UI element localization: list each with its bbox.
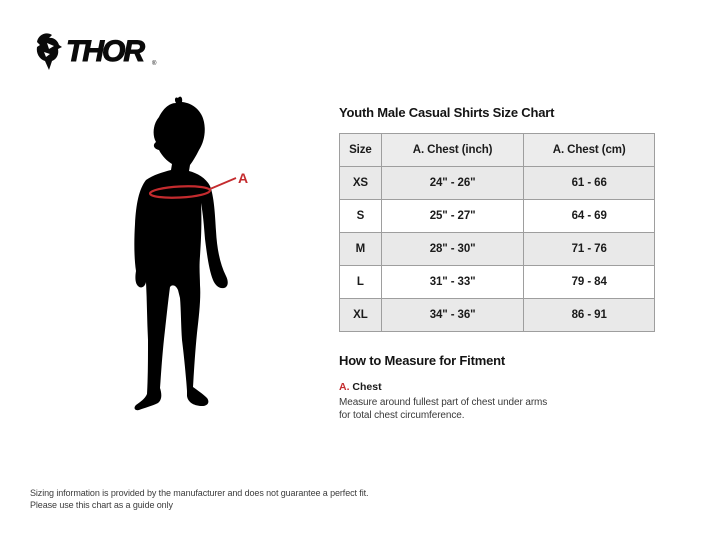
size-cell: XL — [340, 299, 382, 332]
chest-inch-cell: 31" - 33" — [381, 266, 524, 299]
table-header-row — [340, 134, 655, 167]
thor-logo-svg — [33, 30, 163, 74]
table-row-s — [340, 200, 655, 233]
measure-guide-key — [339, 381, 655, 393]
column-header-size: Size — [340, 134, 382, 167]
size-chart-section — [339, 105, 655, 422]
column-header-chest-cm: A. Chest (cm) — [524, 134, 655, 167]
chest-cm-cell: 86 - 91 — [524, 299, 655, 332]
child-silhouette — [134, 97, 227, 411]
table-row-xs — [340, 167, 655, 200]
measure-label-a: A — [238, 170, 249, 186]
measure-key-label: Chest — [352, 381, 382, 393]
disclaimer-line-2: Please use this chart as a guide only — [30, 500, 173, 511]
size-cell: XS — [340, 167, 382, 200]
size-cell: L — [340, 266, 382, 299]
size-chart-table — [339, 133, 655, 332]
chest-inch-cell: 34" - 36" — [381, 299, 524, 332]
chest-cm-cell: 61 - 66 — [524, 167, 655, 200]
disclaimer — [30, 487, 368, 511]
chest-inch-cell: 25" - 27" — [381, 200, 524, 233]
thor-logo — [33, 30, 163, 74]
size-chart-title: Youth Male Casual Shirts Size Chart — [339, 105, 555, 120]
measure-guide-description: Measure around fullest part of chest under arms for total chest circumference. — [339, 397, 548, 422]
thor-goat-icon — [37, 33, 62, 70]
table-row-xl — [340, 299, 655, 332]
measure-guide-title: How to Measure for Fitment — [339, 353, 505, 368]
thor-logo-text: THOR — [66, 35, 143, 68]
disclaimer-line-1: Sizing information is provided by the manufacturer and does not guarantee a perfect fit. — [30, 488, 369, 498]
column-header-chest-inch: A. Chest (inch) — [381, 134, 524, 167]
chest-cm-cell: 71 - 76 — [524, 233, 655, 266]
trademark-symbol: ® — [152, 61, 157, 67]
size-cell: S — [340, 200, 382, 233]
figure-svg — [100, 88, 320, 428]
measurement-figure — [100, 88, 320, 428]
table-row-m — [340, 233, 655, 266]
chest-cm-cell: 64 - 69 — [524, 200, 655, 233]
chest-inch-cell: 24" - 26" — [381, 167, 524, 200]
measure-key-letter: A. — [339, 381, 350, 393]
chest-cm-cell: 79 - 84 — [524, 266, 655, 299]
size-cell: M — [340, 233, 382, 266]
table-row-l — [340, 266, 655, 299]
chest-inch-cell: 28" - 30" — [381, 233, 524, 266]
